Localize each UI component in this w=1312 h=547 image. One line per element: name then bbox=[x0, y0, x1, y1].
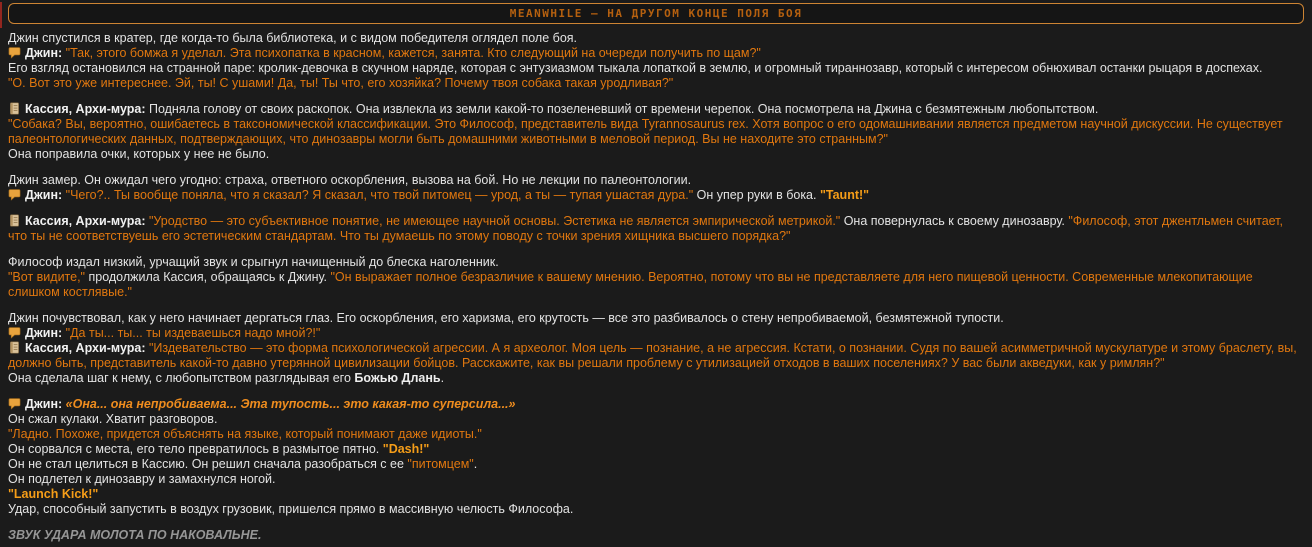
narration-text: Его взгляд остановился на странной паре: кролик-девочка в скучном наряде, которая с энтузиазмом тыкала лопаткой в землю, и огромный тираннозавр, который с интересом обнюхивал останки рыцаря в доспехах. bbox=[8, 61, 1263, 75]
narration-text: Подняла голову от своих раскопок. Она извлекла из земли какой-то позеленевший от времени черепок. Она посмотрела на Джина с безмятежным любопытством. bbox=[145, 102, 1099, 116]
story-line bbox=[8, 76, 1304, 91]
dialogue-text: "Ладно. Похоже, придется объяснять на языке, который понимают даже идиоты." bbox=[8, 427, 482, 441]
narration-text: Он не стал целиться в Кассию. Он решил сначала разобраться с ее bbox=[8, 457, 408, 471]
skill-keyword: "Launch Kick!" bbox=[8, 487, 99, 501]
speech-bubble-icon bbox=[8, 326, 21, 339]
story-line bbox=[8, 442, 1304, 457]
story-line bbox=[8, 472, 1304, 487]
speech-bubble-icon bbox=[8, 188, 21, 201]
story-line bbox=[8, 147, 1304, 162]
story-line bbox=[8, 173, 1304, 188]
dialogue-text: "Вот видите," bbox=[8, 270, 85, 284]
inner-monologue-text: «Она... она непробиваема... Эта тупость... это какая-то суперсила...» bbox=[62, 397, 516, 411]
dialogue-text: "Так, этого бомжа я уделал. Эта психопатка в красном, кажется, занята. Кто следующий на очереди получить по щам?" bbox=[62, 46, 761, 60]
skill-keyword: "Taunt!" bbox=[819, 188, 870, 202]
dialogue-text: "О. Вот это уже интереснее. Эй, ты! С ушами! Да, ты! Ты что, его хозяйка? Почему твоя собака такая уродливая?" bbox=[8, 76, 674, 90]
speech-bubble-icon bbox=[8, 397, 21, 410]
character-name: Джин: bbox=[25, 46, 63, 60]
dialogue-text: "Чего?.. Ты вообще поняла, что я сказал? Я сказал, что твой питомец — урод, а ты — тупая ушастая дура." bbox=[62, 188, 694, 202]
story-line bbox=[8, 326, 1304, 341]
dialogue-text: "Собака? Вы, вероятно, ошибаетесь в таксономической классификации. Это Философ, представитель вида Tyrannosaurus rex. Хотя вопрос о его одомашнивании является предметом научной дискуссии. Не существует палеонтологических данных, подтверждающих, что динозавры могли быть домашними животными в меловой период. Вы не находите это странным?" bbox=[8, 117, 1283, 146]
story-line bbox=[8, 214, 1304, 244]
character-name: Кассия, Архи-мура: bbox=[25, 214, 146, 228]
narration-text: Джин спустился в кратер, где когда-то была библиотека, и с видом победителя оглядел поле боя. bbox=[8, 31, 578, 45]
story bbox=[0, 24, 1312, 543]
narration-text: Джин замер. Он ожидал чего угодно: страха, ответного оскорбления, вызова на бой. Но не лекции по палеонтологии. bbox=[8, 173, 692, 187]
story-line bbox=[8, 188, 1304, 203]
message-block bbox=[8, 528, 1304, 543]
story-line bbox=[8, 371, 1304, 386]
story-line bbox=[8, 46, 1304, 61]
book-icon bbox=[8, 214, 21, 227]
story-line bbox=[8, 457, 1304, 472]
book-icon bbox=[8, 341, 21, 354]
message-block bbox=[8, 311, 1304, 386]
narration-text: . bbox=[473, 457, 478, 471]
story-line bbox=[8, 427, 1304, 442]
story-line bbox=[8, 102, 1304, 117]
sound-effect-text: ЗВУК УДАРА МОЛОТА ПО НАКОВАЛЬНЕ. bbox=[8, 528, 262, 542]
book-icon bbox=[8, 102, 21, 115]
character-name: Кассия, Архи-мура: bbox=[25, 341, 146, 355]
speech-bubble-icon bbox=[8, 46, 21, 59]
story-line bbox=[8, 31, 1304, 46]
message-block bbox=[8, 255, 1304, 300]
skill-keyword: "Dash!" bbox=[382, 442, 430, 456]
message-block bbox=[8, 397, 1304, 517]
dialogue-text: "Философ, этот джентльмен считает, что ты не соответствуешь его эстетическим стандартам. Что ты думаешь по этому поводу с точки зрения хищника высшего порядка?" bbox=[8, 214, 1283, 243]
emphasis-text: Божью Длань bbox=[354, 371, 441, 385]
narration-text: продолжила Кассия, обращаясь к Джину. bbox=[85, 270, 331, 284]
narration-text: Он упер руки в бока. bbox=[693, 188, 820, 202]
story-line bbox=[8, 412, 1304, 427]
message-block bbox=[8, 31, 1304, 91]
message-block bbox=[8, 214, 1304, 244]
narration-text: Он сжал кулаки. Хватит разговоров. bbox=[8, 412, 218, 426]
scene-banner bbox=[8, 3, 1304, 24]
story-line bbox=[8, 487, 1304, 502]
narration-text: Джин почувствовал, как у него начинает дергаться глаз. Его оскорбления, его харизма, его крутость — все это разбивалось о стену непробиваемой, безмятежной тупости. bbox=[8, 311, 1004, 325]
dialogue-text: "Он выражает полное безразличие к вашему мнению. Вероятно, потому что вы не представляете для него пищевой ценности. Современные млекопитающие слишком костлявые." bbox=[8, 270, 1253, 299]
story-line bbox=[8, 61, 1304, 76]
narration-text: Философ издал низкий, урчащий звук и срыгнул начищенный до блеска наголенник. bbox=[8, 255, 499, 269]
narration-text: Она повернулась к своему динозавру. bbox=[840, 214, 1069, 228]
message-block bbox=[8, 102, 1304, 162]
narration-text: Удар, способный запустить в воздух грузовик, пришелся прямо в массивную челюсть Философа. bbox=[8, 502, 574, 516]
message-block bbox=[8, 173, 1304, 203]
scene-banner-title: MEANWHILE — НА ДРУГОМ КОНЦЕ ПОЛЯ БОЯ bbox=[509, 7, 803, 20]
narration-text: Она поправила очки, которых у нее не было. bbox=[8, 147, 270, 161]
narration-text: . bbox=[440, 371, 445, 385]
character-name: Кассия, Архи-мура: bbox=[25, 102, 146, 116]
left-edge-accent-bar bbox=[0, 2, 2, 28]
dialogue-text: "Уродство — это субъективное понятие, не имеющее научной основы. Эстетика не является эмпирической метрикой." bbox=[145, 214, 841, 228]
story-line bbox=[8, 255, 1304, 270]
dialogue-text: "Издевательство — это форма психологической агрессии. А я археолог. Моя цель — познание, а не агрессия. Кстати, о познании. Судя по вашей асимметричной мускулатуре и этому браслету, вы, должно быть, представитель какой-то давно утерянной цивилизации бойцов. Расскажите, как вы решали проблему с утилизацией отходов в ваших поселениях? У вас были акведуки, как у римлян?" bbox=[8, 341, 1297, 370]
story-line bbox=[8, 341, 1304, 371]
story-line bbox=[8, 528, 1304, 543]
dialogue-text: "питомцем" bbox=[407, 457, 474, 471]
character-name: Джин: bbox=[25, 326, 63, 340]
story-line bbox=[8, 270, 1304, 300]
story-line bbox=[8, 502, 1304, 517]
character-name: Джин: bbox=[25, 188, 63, 202]
narration-text: Он сорвался с места, его тело превратилось в размытое пятно. bbox=[8, 442, 383, 456]
dialogue-text: "Да ты... ты... ты издеваешься надо мной?!" bbox=[62, 326, 321, 340]
narration-text: Она сделала шаг к нему, с любопытством разглядывая его bbox=[8, 371, 355, 385]
narration-text: Он подлетел к динозавру и замахнулся ногой. bbox=[8, 472, 276, 486]
story-line bbox=[8, 117, 1304, 147]
character-name: Джин: bbox=[25, 397, 63, 411]
story-line bbox=[8, 311, 1304, 326]
story-line bbox=[8, 397, 1304, 412]
